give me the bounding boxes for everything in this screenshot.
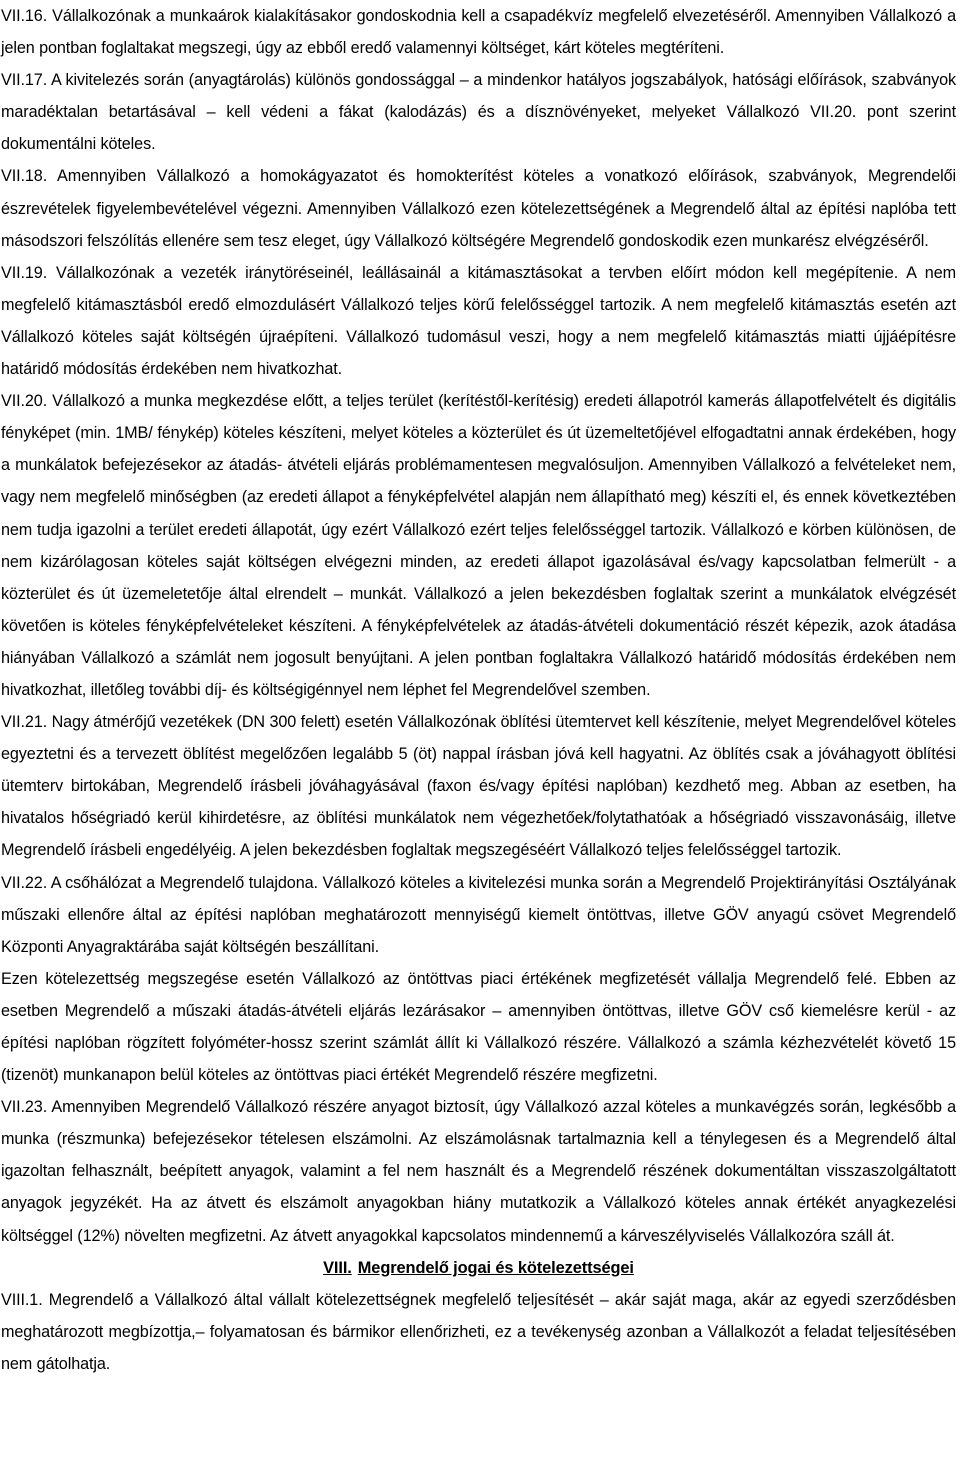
paragraph-vii-21: VII.21. Nagy átmérőjű vezetékek (DN 300 felett) esetén Vállalkozónak öblítési ütemtervet kell készítenie, melyet Megrendelővel köteles egyeztetni és a tervezett öblítést megelőzően legalább 5 (öt) nappal írásban jóvá kell hagyatni. Az öblítés csak a jóváhagyott öblítési ütemterv birtokában, Megrendelő írásbeli jóváhagyásával (faxon és/vagy építési naplóban) kezdhető meg. Abban az esetben, ha hivatalos hőségriadó kerül kihirdetésre, az öblítési munkálatok nem végezhetőek/folytathatóak a hőségriadó visszavonásáig, illetve Megrendelő írásbeli engedélyéig. A jelen bekezdésben foglaltak megszegéséért Vállalkozó teljes felelősséggel tartozik. [1, 713, 956, 860]
paragraph-vii-17: VII.17. A kivitelezés során (anyagtárolás) különös gondossággal – a mindenkor hatályos jogszabályok, hatósági előírások, szabványok maradéktalan betartásával – kell védeni a fákat (kalodázás) és a dísznövényeket, melyeket Vállalkozó VII.20. pont szerint dokumentálni köteles. [1, 71, 956, 154]
paragraph-vii-16: VII.16. Vállalkozónak a munkaárok kialakításakor gondoskodnia kell a csapadékvíz megfelelő elvezetéséről. Amennyiben Vállalkozó a jelen pontban foglaltakat megszegi, úgy az ebből eredő valamennyi költséget, kárt köteles megtéríteni. [1, 7, 956, 58]
paragraph-vii-23: VII.23. Amennyiben Megrendelő Vállalkozó részére anyagot biztosít, úgy Vállalkozó azzal köteles a munkavégzés során, legkésőbb a munka (részmunka) befejezésekor tételesen elszámolni. Az elszámolásnak tartalmaznia kell a ténylegesen és a Megrendelő által igazoltan felhasznált, beépített anyagok, valamint a fel nem használt és a Megrendelő részének dokumentáltan visszaszolgáltatott anyagok jegyzékét. Ha az átvett és elszámolt anyagokban hiány mutatkozik a Vállalkozó köteles annak értékét anyagkezelési költséggel (12%) növelten megfizetni. Az átvett anyagokkal kapcsolatos mindennemű a kárveszélyviselés Vállalkozóra száll át. [1, 1098, 956, 1245]
paragraph-vii-19: VII.19. Vállalkozónak a vezeték iránytöréseinél, leállásainál a kitámasztásokat a tervben előírt módon kell megépítenie. A nem megfelelő kitámasztásból eredő elmozdulásért Vállalkozó teljes körű felelősséggel tartozik. A nem megfelelő kitámasztás esetén azt Vállalkozó köteles saját költségén újraépíteni. Vállalkozó tudomásul veszi, hogy a nem megfelelő kitámasztás miatti újjáépítésre határidő módosítás érdekében nem hivatkozhat. [1, 263, 956, 379]
section-heading-number: VIII. [323, 1258, 352, 1277]
paragraph-vii-22: VII.22. A csőhálózat a Megrendelő tulajdona. Vállalkozó köteles a kivitelezési munka során a Megrendelő Projektirányítási Osztályának műszaki ellenőre által az építési naplóban meghatározott mennyiségű kiemelt öntöttvas, illetve GÖV anyagú csövet Megrendelő Központi Anyagraktárába saját költségén beszállítani. [1, 873, 956, 956]
paragraph-viii-1: VIII.1. Megrendelő a Vállalkozó által vállalt kötelezettségnek megfelelő teljesítését – akár saját maga, akár az egyedi szerződésben meghatározott megbízottja,– folyamatosan és bármikor ellenőrizheti, ez a tevékenység azonban a Vállalkozót a feladat teljesítésében nem gátolhatja. [1, 1290, 956, 1373]
paragraph-vii-20: VII.20. Vállalkozó a munka megkezdése előtt, a teljes terület (kerítéstől-kerítésig) eredeti állapotról kamerás állapotfelvételt és digitális fényképet (min. 1MB/ fénykép) köteles készíteni, melyet köteles a közterület és út üzemeltetőjével elfogadtatni annak érdekében, hogy a munkálatok befejezésekor az átadás- átvételi eljárás problémamentesen megvalósuljon. Amennyiben Vállalkozó a felvételeket nem, vagy nem megfelelő minőségben (az eredeti állapot a fényképfelvétel alapján nem állapítható meg) készíti el, és ennek következtében nem tudja igazolni a terület eredeti állapotát, úgy ezért Vállalkozó ezért teljes felelősséggel tartozik. Vállalkozó e körben különösen, de nem kizárólagosan köteles saját költségen elvégezni minden, az eredeti állapot igazolásával és/vagy kapcsolatban felmerült - a közterület és út üzemeletetője által elrendelt – munkát. Vállalkozó a jelen bekezdésben foglaltak szerint a munkálatok elvégzését követően is köteles fényképfelvételeket készíteni. A fényképfelvételek az átadás-átvételi dokumentáció részét képezik, azok átadása hiányában Vállalkozó a számlát nem jogosult benyújtani. A jelen pontban foglaltakra Vállalkozó határidő módosítás érdekében nem hivatkozhat, illetőleg további díj- és költségigénnyel nem léphet fel Megrendelővel szemben. [1, 392, 956, 699]
section-heading-title: Megrendelő jogai és kötelezettségei [357, 1258, 634, 1277]
paragraph-vii-18: VII.18. Amennyiben Vállalkozó a homokágyazatot és homokterítést köteles a vonatkozó előírások, szabványok, Megrendelői észrevételek figyelembevételével végezni. Amennyiben Vállalkozó ezen kötelezettségének a Megrendelő által az építési naplóba tett másodszori felszólítás ellenére sem tesz eleget, úgy Vállalkozó költségére Megrendelő gondoskodik ezen munkarész elvégzéséről. [1, 167, 956, 250]
paragraph-vii-22-continued: Ezen kötelezettség megszegése esetén Vállalkozó az öntöttvas piaci értékének megfizetését vállalja Megrendelő felé. Ebben az esetben Megrendelő a műszaki átadás-átvételi eljárás lezárásakor – amennyiben öntöttvas, illetve GÖV cső kiemelésre kerül - az építési naplóban rögzített folyóméter-hossz szerint számlát állít ki Vállalkozó részére. Vállalkozó a számla kézhezvételét követő 15 (tizenöt) munkanapon belül köteles az öntöttvas piaci értékét Megrendelő részére megfizetni. [1, 969, 956, 1085]
section-heading-viii [1, 1252, 956, 1284]
